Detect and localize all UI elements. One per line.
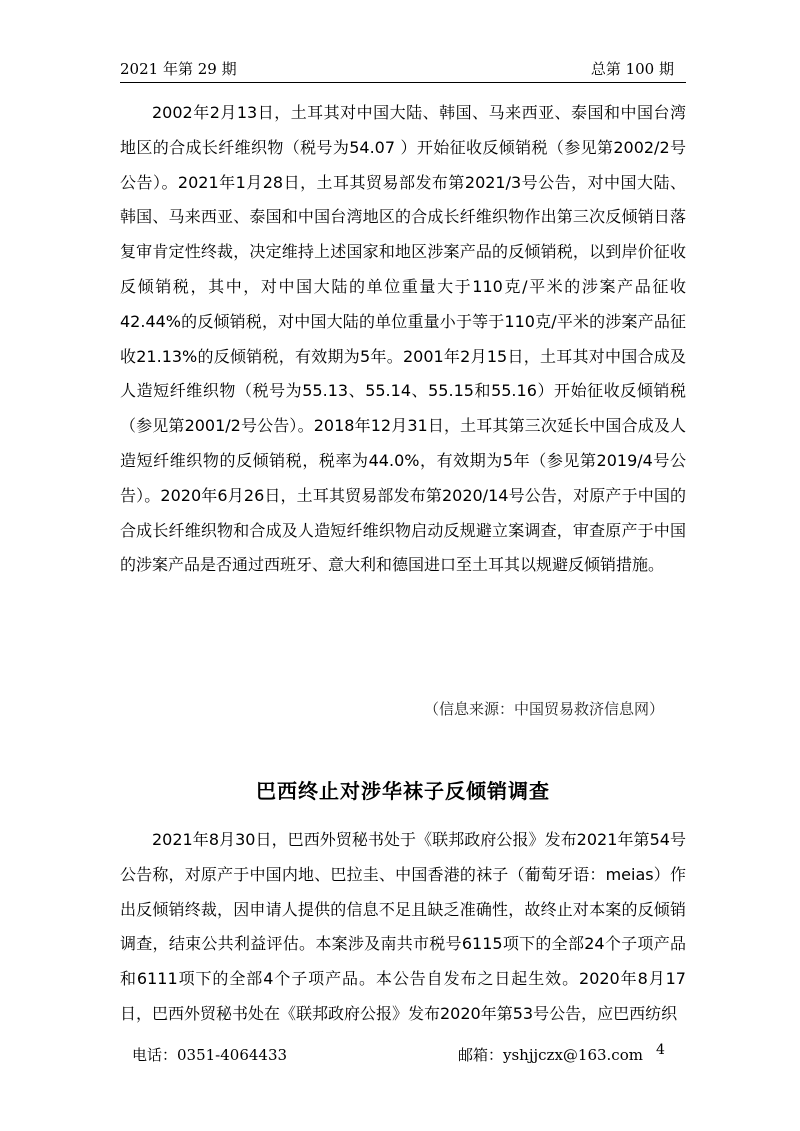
contact-phone: 电话：0351-4064433	[132, 1046, 288, 1064]
article-title: 巴西终止对涉华袜子反倾销调查	[256, 779, 550, 803]
page-number: 4	[656, 1042, 665, 1058]
article-paragraph: 2002年2月13日，土耳其对中国大陆、韩国、马来西亚、泰国和中国台湾地区的合成长纤维织物（税号为54.07 ）开始征收反倾销税（参见第2002/2号公告）。2021年1月28日，土耳其贸易部发布第2021/3号公告，对中国大陆、韩国、马来西亚、泰国和中国台湾地区的合成长纤维织物作出第三次反倾销日落复审肯定性终裁，决定维持上述国家和地区涉案产品的反倾销税，以到岸价征收反倾销税，其中，对中国大陆的单位重量大于110克/平米的涉案产品征收42.44%的反倾销税，对中国大陆的单位重量小于等于110克/平米的涉案产品征收21.13%的反倾销税，有效期为5年。2001年2月15日，土耳其对中国合成及人造短纤维织物（税号为55.13、55.14、55.15和55.16）开始征收反倾销税（参见第2001/2号公告）。2018年12月31日，土耳其第三次延长中国合成及人造短纤维织物的反倾销税，税率为44.0%，有效期为5年（参见第2019/4号公告）。2020年6月26日，土耳其贸易部发布第2020/14号公告，对原产于中国的合成长纤维织物和合成及人造短纤维织物启动反规避立案调查，审查原产于中国的涉案产品是否通过西班牙、意大利和德国进口至土耳其以规避反倾销措施。	[120, 103, 686, 575]
total-issue-number: 总第 100 期	[590, 60, 674, 78]
contact-email: 邮箱：yshjjczx@163.com	[458, 1046, 643, 1064]
article-turkey-antidumping	[120, 96, 686, 583]
article-brazil-socks	[120, 823, 686, 1032]
page-footer	[120, 1042, 686, 1066]
page-header	[120, 52, 686, 83]
article-paragraph: 2021年8月30日，巴西外贸秘书处于《联邦政府公报》发布2021年第54号公告称，对原产于中国内地、巴拉圭、中国香港的袜子（葡萄牙语：meias）作出反倾销终裁，因申请人提供的信息不足且缺乏准确性，故终止对本案的反倾销调查，结束公共利益评估。本案涉及南共市税号6115项下的全部24个子项产品和6111项下的全部4个子项产品。本公告自发布之日起生效。2020年8月17日，巴西外贸秘书处在《联邦政府公报》发布2020年第53号公告，应巴西纺织	[120, 830, 686, 1023]
info-source: （信息来源：中国贸易救济信息网）	[423, 700, 664, 718]
issue-number: 2021 年第 29 期	[120, 60, 237, 78]
